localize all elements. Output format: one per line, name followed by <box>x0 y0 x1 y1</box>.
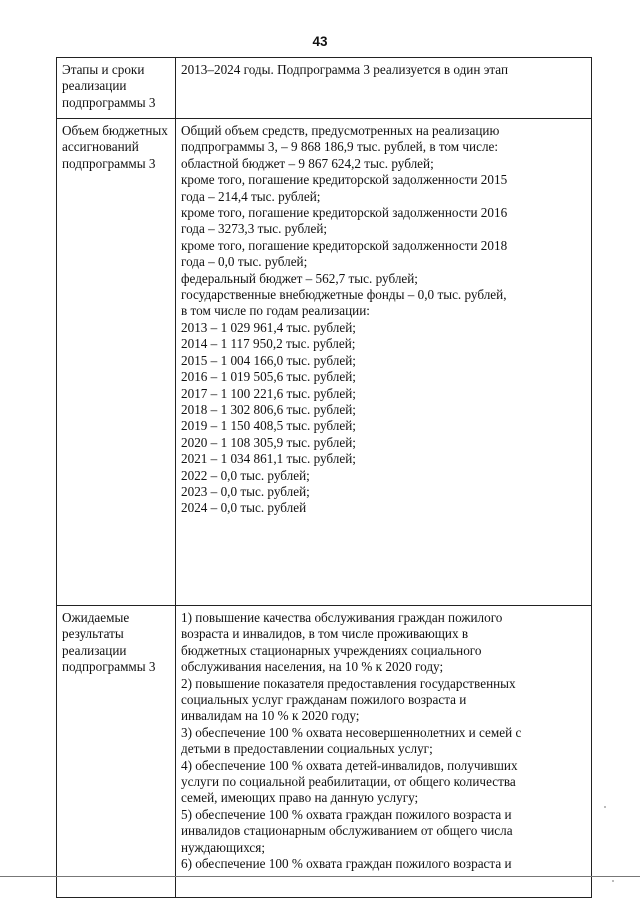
row-content-line: подпрограммы 3, – 9 868 186,9 тыс. рублей, в том числе: <box>181 139 499 155</box>
row-label-line: подпрограммы 3 <box>62 659 156 675</box>
row-content-line: 2020 – 1 108 305,9 тыс. рублей; <box>181 434 356 450</box>
row-content-line: возраста и инвалидов, в том числе проживающих в <box>181 626 469 642</box>
row-content-line: кроме того, погашение кредиторской задолженности 2016 <box>181 205 508 221</box>
row-content-cell <box>176 606 592 898</box>
row-content-line: 2013 – 1 029 961,4 тыс. рублей; <box>181 319 356 335</box>
row-content-line: 2019 – 1 150 408,5 тыс. рублей; <box>181 418 356 434</box>
row-content-line: 2024 – 0,0 тыс. рублей <box>181 500 307 516</box>
table-row <box>57 58 592 119</box>
row-label-line: Этапы и сроки <box>62 62 145 77</box>
row-label-line: реализации <box>62 642 127 658</box>
page-bottom-rule <box>0 876 640 877</box>
row-content-line: социальных услуг гражданам пожилого возраста и <box>181 692 467 708</box>
row-content-line: 2015 – 1 004 166,0 тыс. рублей; <box>181 352 356 368</box>
row-label-cell <box>57 58 176 119</box>
row-content-line: инвалидам на 10 % к 2020 году; <box>181 708 360 724</box>
row-content-line: 2017 – 1 100 221,6 тыс. рублей; <box>181 385 356 401</box>
row-content-line: обслуживания населения, на 10 % к 2020 году; <box>181 659 444 675</box>
subprogram-passport-table <box>56 57 592 898</box>
row-label-line: реализации <box>62 78 127 94</box>
row-label-line: Объем бюджетных <box>62 123 168 138</box>
scan-speck <box>612 880 614 882</box>
row-label-cell <box>57 119 176 606</box>
row-label-cell <box>57 606 176 898</box>
row-content-line: 2018 – 1 302 806,6 тыс. рублей; <box>181 401 356 417</box>
row-label-line: результаты <box>62 626 124 642</box>
row-content-line: 2021 – 1 034 861,1 тыс. рублей; <box>181 451 356 467</box>
row-content-line: в том числе по годам реализации: <box>181 303 370 319</box>
page-number: 43 <box>312 34 328 49</box>
row-content-line: семей, имеющих право на данную услугу; <box>181 790 419 806</box>
row-content-line: областной бюджет – 9 867 624,2 тыс. рублей; <box>181 155 434 171</box>
row-content-line: 5) обеспечение 100 % охвата граждан пожилого возраста и <box>181 806 512 822</box>
row-content-line: бюджетных стационарных учреждениях социального <box>181 642 482 658</box>
row-content-line: года – 0,0 тыс. рублей; <box>181 254 308 270</box>
row-content-line: государственные внебюджетные фонды – 0,0 тыс. рублей, <box>181 287 507 303</box>
row-content-line: 6) обеспечение 100 % охвата граждан пожилого возраста и <box>181 856 512 872</box>
table-row <box>57 119 592 606</box>
row-content-line: 2023 – 0,0 тыс. рублей; <box>181 483 310 499</box>
row-content-line: 2014 – 1 117 950,2 тыс. рублей; <box>181 336 356 352</box>
row-label-line: ассигнований <box>62 139 139 155</box>
row-content-line: 2016 – 1 019 505,6 тыс. рублей; <box>181 369 356 385</box>
row-content-line: 2013–2024 годы. Подпрограмма 3 реализуется в один этап <box>181 62 509 77</box>
row-content-cell <box>176 58 592 119</box>
row-content-line: 4) обеспечение 100 % охвата детей-инвалидов, получивших <box>181 757 518 773</box>
row-content-cell <box>176 119 592 606</box>
row-label-line: Ожидаемые <box>62 610 130 625</box>
row-content-line: 3) обеспечение 100 % охвата несовершеннолетних и семей с <box>181 724 522 740</box>
row-content-line: кроме того, погашение кредиторской задолженности 2018 <box>181 237 508 253</box>
row-content-line: услуги по социальной реабилитации, от общего количества <box>181 774 516 790</box>
row-content-line: года – 214,4 тыс. рублей; <box>181 188 321 204</box>
row-label-line: подпрограммы 3 <box>62 155 156 171</box>
scan-speck <box>604 806 606 808</box>
row-label-line: подпрограммы 3 <box>62 94 156 110</box>
row-content-line: 2022 – 0,0 тыс. рублей; <box>181 467 310 483</box>
row-content-line: 1) повышение качества обслуживания граждан пожилого <box>181 610 503 625</box>
row-content-line: федеральный бюджет – 562,7 тыс. рублей; <box>181 270 418 286</box>
row-content-line: кроме того, погашение кредиторской задолженности 2015 <box>181 172 508 188</box>
row-content-line: 2) повышение показателя предоставления государственных <box>181 675 516 691</box>
row-content-line: детьми в предоставлении социальных услуг; <box>181 741 433 757</box>
row-content-line: нуждающихся; <box>181 839 266 855</box>
row-content-line: Общий объем средств, предусмотренных на реализацию <box>181 123 500 138</box>
row-content-line: года – 3273,3 тыс. рублей; <box>181 221 328 237</box>
row-content-line: инвалидов стационарным обслуживанием от общего числа <box>181 823 513 839</box>
table-row <box>57 606 592 898</box>
